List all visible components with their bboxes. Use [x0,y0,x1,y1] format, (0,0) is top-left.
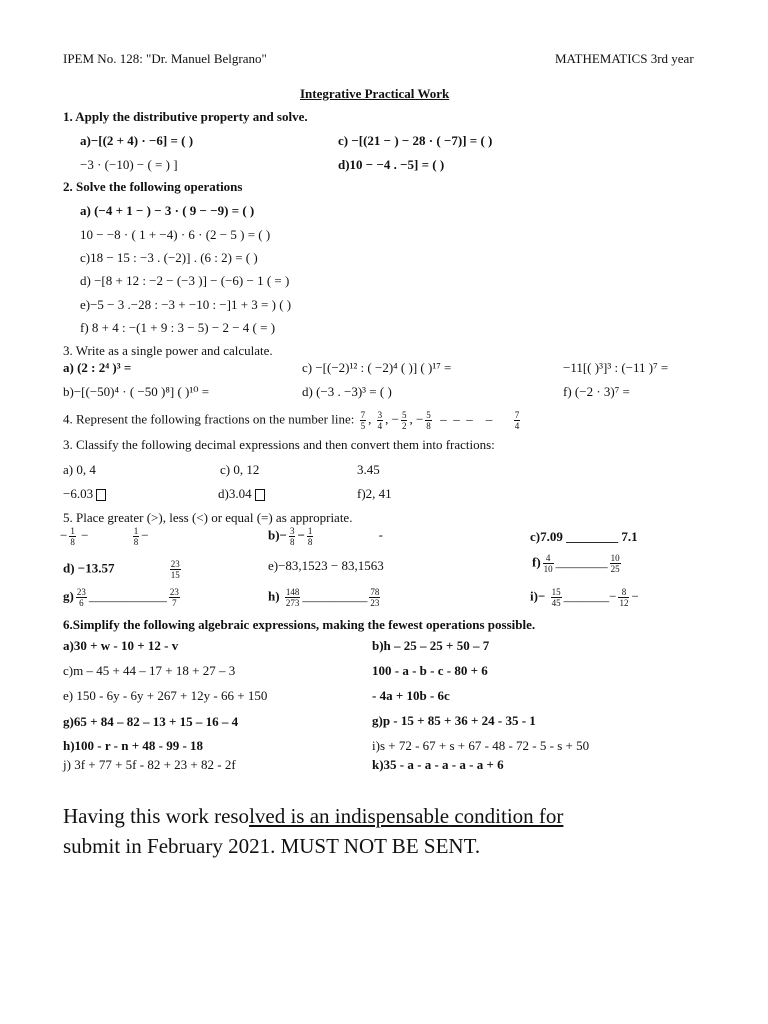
frac-f1: $\frac{4}{10}$ [543,553,553,574]
s1-item-a: a)−[(2 + 4) · −6] = ( ) [80,133,194,148]
s2-item-f: f) 8 + 4 : −(1 + 9 : 3 − 5) − 2 − 4 ( = ) [80,320,276,335]
fraction-5: $\frac{7}{4}$ [514,410,520,431]
s3-item-d: d) (−3 . −3)³ = ( ) [302,384,392,399]
s7-item-j: j) 3f + 77 + 5f - 82 + 23 + 82 - 2f [63,757,236,772]
s6-item-b: b)− $\frac{3}{8}$ − $\frac{1}{8}$ - [268,526,383,547]
s6-item-d [63,559,183,580]
s7-item-i: i)s + 72 - 67 + s + 67 - 48 - 72 - 5 - s + 50 [372,738,590,753]
s5-item-a: a) 0, 4 [63,462,96,477]
school-name: IPEM No. 128: "Dr. Manuel Belgrano" [63,51,267,66]
s6-item-f: f) $\frac{4}{10}$ ________ $\frac{10}{25}$ [532,553,620,574]
s6-h-label: h) [268,588,280,604]
footer-part-2: lved is an indispensable [249,804,450,828]
s1-item-c: c) −[(21 − ) − 28 · ( −7)] = ( ) [338,133,493,148]
s3-item-b: b)−[(−50)⁴ · ( −50 )⁸] ( )¹⁰ = [63,384,210,399]
s7-item-b: b)h – 25 – 25 + 50 – 7 [372,638,490,653]
section-6-heading: 5. Place greater (>), less (<) or equal (=) as appropriate. [63,510,353,525]
s1-item-b: −3 · (−10) − ( = ) ] [80,157,178,172]
frac-b2: $\frac{1}{8}$ [307,526,313,547]
s6-item-c: c)7.09 ________ 7.1 [530,529,638,544]
s7-item-c: c)m – 45 + 44 – 17 + 18 + 27 – 3 [63,663,236,678]
s6-b-label: b)− [268,527,287,543]
s5-item-b [63,486,106,502]
s3-item-right: −11[( )³]³ : (−11 )⁷ = [563,360,669,375]
s7-item-e: e) 150 - 6y - 6y + 267 + 12y - 66 + 150 [63,688,268,703]
s7-item-h: h)100 - r - n + 48 - 99 - 18 [63,738,204,753]
s5-item-b-text: −6.03 [63,486,94,501]
frac-a2: $\frac{1}{8}$ [133,526,139,547]
s7-item-d: 100 - a - b - c - 80 + 6 [372,663,488,678]
page-title: Integrative Practical Work [300,86,450,101]
footer-part-1: Having this work reso [63,804,250,828]
s2-item-b: 10 − −8 · ( 1 + −4) · 6 · (2 − 5 ) = ( ) [80,227,271,242]
s6-g-label: g) [63,588,74,604]
frac-g2: $\frac{23}{7}$ [169,587,179,608]
placeholder-box-icon [96,489,106,501]
subject-label: MATHEMATICS 3rd year [555,51,694,66]
frac-h2: $\frac{78}{23}$ [370,587,380,608]
s6-f-label: f) [532,554,541,570]
fraction-2: $\frac{3}{4}$ [377,410,383,431]
s6-item-i: i)− $\frac{15}{45}$ _______− $\frac{8}{12}$ − [530,587,639,608]
section-5-heading: 3. Classify the following decimal expressions and then convert them into fractions: [63,437,495,452]
s6-item-a: − $\frac{1}{8}$ − $\frac{1}{8}$ − [60,526,149,547]
s3-item-f: f) (−2 · 3)⁷ = [563,384,630,399]
s4-heading-text: 4. Represent the following fractions on the number line: [63,411,355,427]
fraction-1: $\frac{7}{5}$ [360,410,366,431]
s1-item-d: d)10 − −4 . −5] = ( ) [338,157,445,172]
s2-item-a: a) (−4 + 1 − ) − 3 · ( 9 − −9) = ( ) [80,203,255,218]
placeholder-box-icon [255,489,265,501]
s5-item-d [218,486,265,502]
fraction-3: $\frac{5}{2}$ [401,410,407,431]
frac-i1: $\frac{15}{45}$ [551,587,561,608]
s5-item-e: 3.45 [357,462,380,477]
s5-item-d-text: d)3.04 [218,486,252,501]
s7-item-g2: g)p - 15 + 85 + 36 + 24 - 35 - 1 [372,713,536,728]
frac-f2: $\frac{10}{25}$ [610,553,620,574]
frac-g1: $\frac{23}{6}$ [76,587,86,608]
s5-item-c: c) 0, 12 [220,462,260,477]
s2-item-e: e)−5 − 3 .−28 : −3 + −10 : −]1 + 3 = ) ( ) [80,297,292,312]
section-4-heading: 4. Represent the following fractions on the number line: $\frac{7}{5}$ , $\frac{3}{4}$ , − $\frac{5}{2}$ , − $\frac{5}{8}$ – – – – $\frac{7}{4}$ [63,410,520,431]
frac-h1: $\frac{148}{273}$ [285,587,300,608]
s6-item-h: h) $\frac{148}{273}$ __________ $\frac{78}{23}$ [268,587,380,608]
s7-item-g: g)65 + 84 – 82 – 13 + 15 – 16 – 4 [63,714,239,729]
frac-a1: $\frac{1}{8}$ [70,526,75,547]
section-2-heading: 2. Solve the following operations [63,179,243,194]
fraction-4: $\frac{5}{8}$ [426,410,431,431]
footer-line-1 [63,801,563,831]
s7-item-a: a)30 + w - 10 + 12 - v [63,638,179,653]
s2-item-c: c)18 − 15 : −3 . (−2)] . (6 : 2) = ( ) [80,250,258,265]
s6-item-e: e)−83,1523 − 83,1563 [268,558,384,573]
s7-item-k: k)35 - a - a - a - a - a + 6 [372,757,504,772]
s2-item-d: d) −[8 + 12 : −2 − (−3 )] − (−6) − 1 ( = ) [80,273,290,288]
s6-d-text: d) −13.57 [63,560,115,576]
s3-item-a: a) (2 : 2⁴ )³ = [63,360,132,375]
s6-i-label: i)− [530,588,546,604]
s6-item-g: g) $\frac{23}{6}$ ____________ $\frac{23}{7}$ [63,587,179,608]
section-1-heading: 1. Apply the distributive property and solve. [63,109,308,124]
frac-b1: $\frac{3}{8}$ [289,526,295,547]
footer-line-2: submit in February 2021. MUST NOT BE SENT. [63,834,481,858]
section-3-heading: 3. Write as a single power and calculate. [63,343,273,358]
section-7-heading: 6.Simplify the following algebraic expressions, making the fewest operations possible. [63,617,536,632]
footer-part-3: condition for [449,804,564,828]
s3-item-c: c) −[(−2)¹² : ( −2)⁴ ( )] ( )¹⁷ = [302,360,452,375]
frac-i2: $\frac{8}{12}$ [619,587,629,608]
frac-d: $\frac{23}{15}$ [170,559,180,580]
s7-item-f: - 4a + 10b - 6c [372,688,450,703]
s5-item-f: f)2, 41 [357,486,392,501]
